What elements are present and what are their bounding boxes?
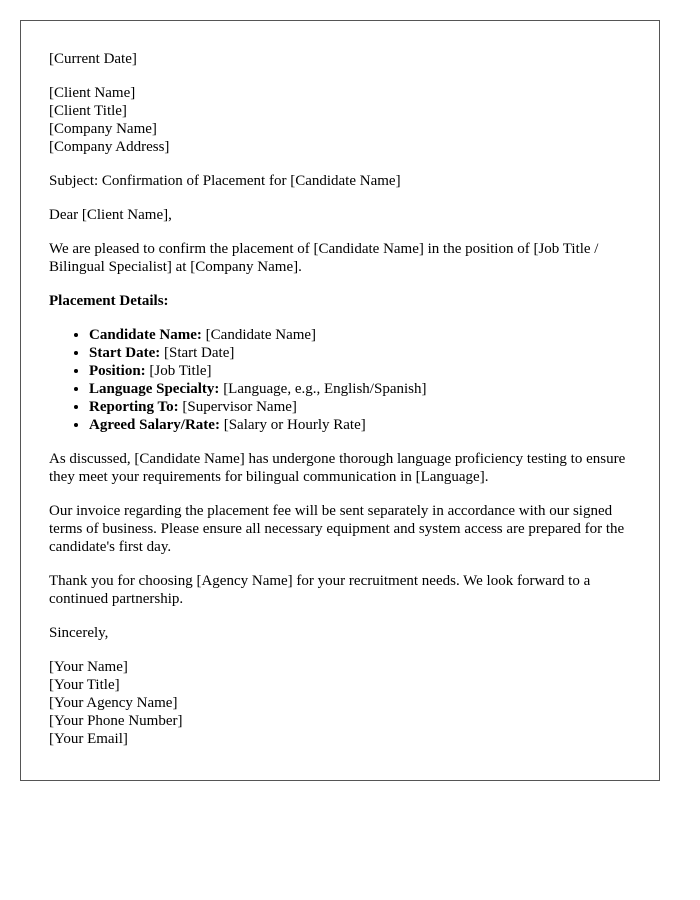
- detail-item-salary-rate: [89, 416, 631, 434]
- signature-title: [Your Title]: [49, 677, 120, 693]
- recipient-name: [Client Name]: [49, 85, 136, 101]
- signature-name: [Your Name]: [49, 659, 128, 675]
- detail-label: Start Date:: [89, 345, 161, 361]
- letter-page: [20, 20, 660, 781]
- detail-label: Language Specialty:: [89, 381, 220, 397]
- detail-item-candidate-name: [89, 326, 631, 344]
- detail-label: Position:: [89, 363, 146, 379]
- closing: Sincerely,: [49, 625, 109, 641]
- detail-label: Agreed Salary/Rate:: [89, 417, 220, 433]
- detail-value: [Start Date]: [160, 345, 235, 361]
- subject-line: Subject: Confirmation of Placement for [Candidate Name]: [49, 173, 401, 189]
- placement-details-list: [49, 326, 631, 434]
- recipient-block: [49, 84, 631, 156]
- signature-block: [49, 658, 631, 748]
- detail-item-position: [89, 362, 631, 380]
- detail-value: [Language, e.g., English/Spanish]: [219, 381, 427, 397]
- recipient-title: [Client Title]: [49, 103, 127, 119]
- testing-paragraph: As discussed, [Candidate Name] has undergone thorough language proficiency testing to ensure they meet your requirements for bilingual communication in [Language].: [49, 451, 626, 485]
- detail-item-reporting-to: [89, 398, 631, 416]
- recipient-company: [Company Name]: [49, 121, 157, 137]
- details-heading: Placement Details:: [49, 293, 169, 309]
- intro-paragraph: We are pleased to confirm the placement of [Candidate Name] in the position of [Job Title / Bilingual Specialist] at [Company Name].: [49, 241, 599, 275]
- signature-email: [Your Email]: [49, 731, 128, 747]
- salutation: Dear [Client Name],: [49, 207, 172, 223]
- detail-value: [Job Title]: [145, 363, 212, 379]
- signature-phone: [Your Phone Number]: [49, 713, 183, 729]
- detail-value: [Salary or Hourly Rate]: [219, 417, 366, 433]
- recipient-address: [Company Address]: [49, 139, 170, 155]
- signature-agency: [Your Agency Name]: [49, 695, 178, 711]
- detail-label: Reporting To:: [89, 399, 179, 415]
- date-line: [Current Date]: [49, 51, 137, 67]
- invoice-paragraph: Our invoice regarding the placement fee will be sent separately in accordance with our signed terms of business. Please ensure all necessary equipment and system access are prepared for the candidate's first day.: [49, 503, 625, 555]
- detail-label: Candidate Name:: [89, 327, 202, 343]
- detail-item-start-date: [89, 344, 631, 362]
- thanks-paragraph: Thank you for choosing [Agency Name] for your recruitment needs. We look forward to a continued partnership.: [49, 573, 591, 607]
- detail-item-language-specialty: [89, 380, 631, 398]
- detail-value: [Supervisor Name]: [178, 399, 297, 415]
- detail-value: [Candidate Name]: [201, 327, 317, 343]
